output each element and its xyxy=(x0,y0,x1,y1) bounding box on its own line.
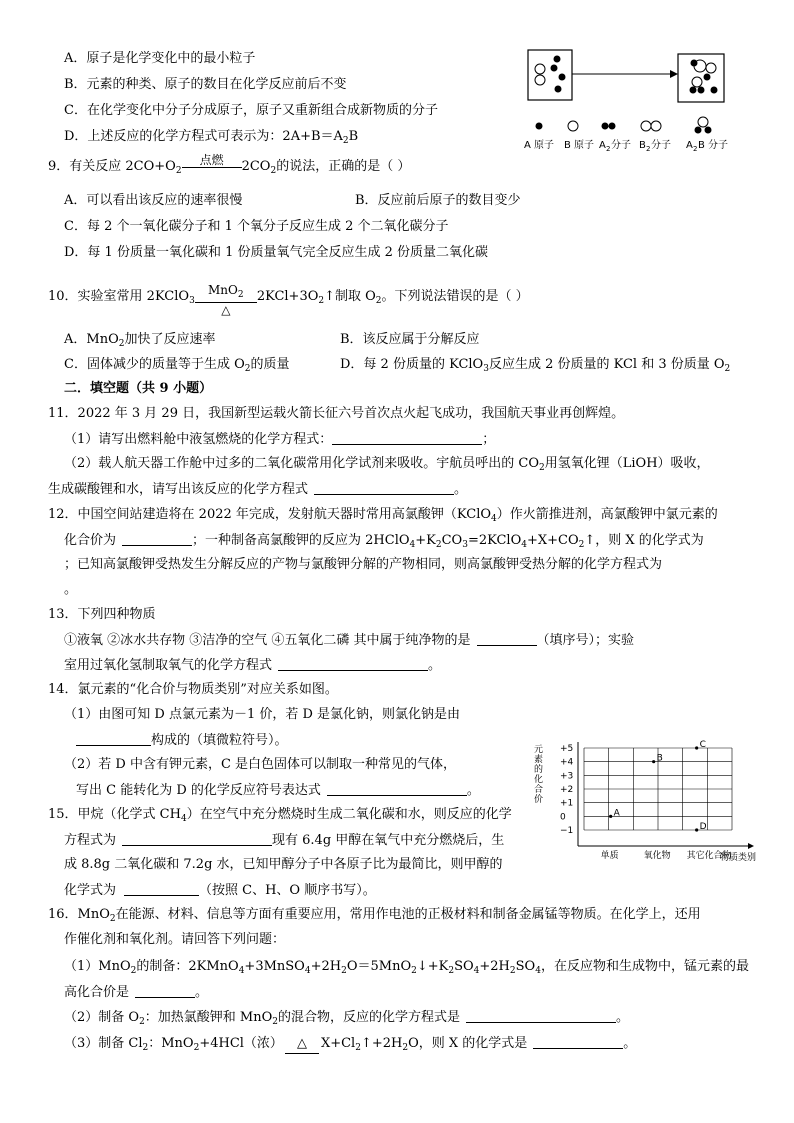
q9-stem-b: 2CO xyxy=(241,159,271,174)
q15-l4b: （按照 C、H、O 顺序书写）。 xyxy=(199,883,376,898)
q10-c-text2: 的质量 xyxy=(250,357,290,372)
q12-l2b: ；一种制备高氯酸钾的反应为 2HClO xyxy=(192,533,410,548)
q10-sub-o2b: 2 xyxy=(375,296,382,306)
q10-d-text: D．每 2 份质量的 KClO xyxy=(340,357,484,372)
q9-stem xyxy=(48,154,410,178)
q11-p2-sub: 2 xyxy=(539,463,545,473)
q16-p3b: ：MnO xyxy=(148,1036,194,1051)
q12-s1: 4 xyxy=(409,540,416,550)
q16-sub: 2 xyxy=(109,914,116,924)
chart-category-label: 单质 xyxy=(600,851,619,861)
q14-p2-end: 。 xyxy=(466,783,480,798)
q14-part1-cont xyxy=(76,731,288,750)
q16-p2-s1: 2 xyxy=(139,1017,145,1027)
q12-l2c: +K xyxy=(415,533,436,548)
q10-c-sub: 2 xyxy=(244,364,251,374)
chart-point xyxy=(695,746,698,749)
q16-p3f: O，则 X 的化学式是 xyxy=(408,1036,528,1051)
q16-p1d: +2H xyxy=(310,959,342,974)
q16-part2 xyxy=(64,1008,629,1031)
q15-l1b: ）在空气中充分燃烧时生成二氧化碳和水，则反应的化学 xyxy=(186,807,512,822)
q11-p1-blank[interactable] xyxy=(332,430,482,445)
chart-tick-label: +4 xyxy=(560,757,574,768)
q10-a-text2: 加快了反应速率 xyxy=(124,332,216,347)
chart-ylabel-char: 元 xyxy=(534,745,544,755)
q11-p2-end: 。 xyxy=(454,482,468,497)
q16-p2c: 的混合物，反应的化学方程式是 xyxy=(278,1010,461,1025)
q16-p3a: （3）制备 Cl xyxy=(64,1036,143,1051)
q16-p1-s2: 4 xyxy=(304,966,311,976)
q10-cond-mno: MnO xyxy=(208,283,238,297)
q12-l1b: ）作火箭推进剂，高氯酸钾中氯元素的 xyxy=(496,507,718,522)
chart-point xyxy=(609,815,612,818)
q15-l2a: 方程式为 xyxy=(64,833,117,848)
q10-d-sub: 3 xyxy=(483,364,489,374)
chart-tick-label: +3 xyxy=(560,771,574,782)
q16-p2b: ：加热氯酸钾和 MnO xyxy=(144,1010,273,1025)
legend-a2b-a: A xyxy=(686,140,693,151)
chart-tick-label: +1 xyxy=(560,798,574,809)
chart-tick-label: −1 xyxy=(560,826,574,836)
q13-line2 xyxy=(64,631,634,650)
legend-b2-mol: 分子 xyxy=(651,140,671,151)
q16-p1-s7: 2 xyxy=(509,966,516,976)
q14-expression-blank[interactable] xyxy=(327,781,467,796)
q13-l3a: 室用过氧化氢制取氧气的化学方程式 xyxy=(64,658,273,673)
chart-ylabel-char: 的 xyxy=(534,765,544,775)
q16-p3c: +4HCl（浓） xyxy=(199,1036,283,1051)
q8-option-c: C．在化学变化中分子分成原子，原子又重新组合成新物质的分子 xyxy=(64,103,438,118)
q11-p2b: 用氢氧化锂（LiOH）吸收， xyxy=(544,456,710,471)
q15-line3: 成 8.8g 二氧化碳和 7.2g 水，已知甲醇分子中各原子比为最简比，则甲醇的 xyxy=(64,857,503,872)
q12-line1 xyxy=(48,506,718,528)
q16-p2a: （2）制备 O xyxy=(64,1010,140,1025)
q15-line1 xyxy=(48,806,512,828)
q9-option-d: D．每 1 份质量一氧化碳和 1 份质量氧气完全反应生成 2 份质量二氧化碳 xyxy=(64,245,489,260)
q16-p1-s0: 2 xyxy=(130,966,137,976)
q10-c-text: C．固体减少的质量等于生成 O xyxy=(64,357,245,372)
q11-p2a: （2）载人航天器工作舱中过多的二氧化碳常用化学试剂来吸收。宇航员呼出的 CO xyxy=(64,456,540,471)
q9-condition xyxy=(182,154,242,173)
q16-p1h: +2H xyxy=(479,959,510,974)
q16-p2-s2: 2 xyxy=(272,1017,279,1027)
q11-part1 xyxy=(64,430,495,449)
q9-sub-co2: 2 xyxy=(270,166,277,176)
q9-stem-c: 的说法，正确的是（ ） xyxy=(276,159,411,174)
q12-l1: 12．中国空间站建造将在 2022 年完成，发射航天器时常用高氯酸钾（KClO xyxy=(48,507,492,522)
q9-option-c: C．每 2 个一氧化碳分子和 1 个氧分子反应生成 2 个二氧化碳分子 xyxy=(64,219,449,234)
q16-p3e: ↑+2H xyxy=(360,1036,403,1051)
q16-p3-end: 。 xyxy=(623,1036,637,1051)
q16-line2: 作催化剂和氧化剂。请回答下列问题： xyxy=(64,932,286,947)
q10-sub-o2: 2 xyxy=(318,296,325,306)
q13-equation-blank[interactable] xyxy=(278,656,428,671)
chart-tick-label: +5 xyxy=(560,744,574,754)
chart-ylabel xyxy=(534,744,543,805)
q15-l1a: 15．甲烷（化学式 CH xyxy=(48,807,181,822)
q12-line3: ；已知高氯酸钾受热发生分解反应的产物与氯酸钾分解的产物相同，则高氯酸钾受热分解的化学方程式为 xyxy=(64,557,663,572)
q16-p2-end: 。 xyxy=(616,1010,630,1025)
q12-valence-blank[interactable] xyxy=(122,531,192,546)
q16-p3-s4: 2 xyxy=(402,1043,409,1053)
q16-x-formula-blank[interactable] xyxy=(533,1034,623,1049)
q16-p1j: ，在反应物和生成物中，锰元素的最 xyxy=(540,959,749,974)
q15-line2 xyxy=(64,831,504,850)
legend-a2-sub: 2 xyxy=(606,145,611,153)
q11-p2c: 生成碳酸锂和水，请写出该反应的化学方程式 xyxy=(48,482,309,497)
q8-option-d xyxy=(64,128,358,150)
q14-part2: （2）若 D 中含有钾元素，C 是白色固体可以制取一种常见的气体， xyxy=(64,757,457,772)
q15-sub4: 4 xyxy=(180,814,187,824)
q11-p2-blank[interactable] xyxy=(314,480,454,495)
q10-a-text: A．MnO xyxy=(64,332,119,347)
chart-ylabel-char: 素 xyxy=(534,755,544,765)
valence-chart xyxy=(532,738,764,864)
legend-a2-a: A xyxy=(599,140,606,151)
q8-option-b: B．元素的种类、原子的数目在化学反应前后不变 xyxy=(64,77,347,92)
q12-s2: 2 xyxy=(435,540,442,550)
chart-point-label: D xyxy=(699,822,707,832)
section-title: 二．填空题（共 9 小题） xyxy=(64,381,213,396)
q16-p1-end: 。 xyxy=(195,985,209,1000)
q9-option-b: B．反应前后原子的数目变少 xyxy=(355,193,521,208)
q10-cond-heat: △ xyxy=(221,303,231,317)
chart-point xyxy=(695,828,698,831)
q10-d-text2: 反应生成 2 份质量的 KCl 和 3 份质量 O xyxy=(488,357,725,372)
chart-point-label: A xyxy=(613,808,620,819)
legend-b2-b: B xyxy=(639,140,646,151)
chart-x-arrow xyxy=(748,843,754,849)
q16-l1a: 16．MnO xyxy=(48,907,110,922)
q15-equation-blank[interactable] xyxy=(122,831,272,846)
legend-a2-mol: 分子 xyxy=(611,140,631,151)
q16-p1g: SO xyxy=(454,959,474,974)
chart-point-label: B xyxy=(656,753,663,764)
q16-p1a: （1）MnO xyxy=(64,959,131,974)
q10-stem-d: 。下列说法错误的是（ ） xyxy=(381,289,529,304)
q12-l2f: +X+CO xyxy=(526,533,579,548)
q8-d-text: D．上述反应的化学方程式可表示为：2A+B＝A xyxy=(64,129,343,144)
q15-l2b: 现有 6.4g 甲醇在氧气中充分燃烧后，生 xyxy=(272,833,505,848)
chart-ylabel-char: 价 xyxy=(534,795,544,805)
q16-p1-s3: 2 xyxy=(341,966,347,976)
q12-line4: 。 xyxy=(64,582,78,597)
q11-part2-cont xyxy=(48,480,467,499)
q14-part1: （1）由图可知 D 点氯元素为－1 价，若 D 是氯化钠，则氯化钠是由 xyxy=(64,707,461,722)
q10-option-d xyxy=(340,356,730,378)
q12-s3: 3 xyxy=(462,540,468,550)
q10-stem-a: 10．实验室常用 2KClO xyxy=(48,289,190,304)
chart-category-label: 其它化合物 xyxy=(686,851,732,861)
q10-sub-kclo3: 3 xyxy=(189,296,195,306)
q13-line3 xyxy=(64,656,441,675)
q8-d-sub: 2 xyxy=(342,136,349,146)
q16-part1-cont xyxy=(64,983,208,1002)
q16-part1 xyxy=(64,958,749,980)
legend-a-atom: A 原子 xyxy=(524,140,555,151)
q16-p1c: +3MnSO xyxy=(244,959,305,974)
q8-reaction-figure xyxy=(520,44,760,154)
q10-option-c xyxy=(64,356,290,378)
q13-l2a: ①液氧 ②冰水共存物 ③洁净的空气 ④五氧化二磷 其中属于纯净物的是 xyxy=(64,633,471,648)
q9-stem-a: 9．有关反应 2CO+O xyxy=(48,159,176,174)
q13-pure-blank[interactable] xyxy=(477,631,537,646)
q16-p1-s4: 2 xyxy=(411,966,417,976)
q12-l2e: =2KClO xyxy=(467,533,522,548)
q14-part2-cont xyxy=(76,781,480,800)
q16-p3d: X+Cl xyxy=(320,1036,356,1051)
q15-formula-blank[interactable] xyxy=(124,881,199,896)
q14-p1b: 构成的（填微粒符号）。 xyxy=(151,733,288,748)
q10-cond-top xyxy=(195,284,257,302)
q12-line2 xyxy=(64,531,704,554)
q11-part2 xyxy=(64,455,710,477)
q16-line1 xyxy=(48,906,701,928)
q10-stem-c: ↑制取 O xyxy=(324,289,376,304)
q13-stem: 13．下列四种物质 xyxy=(48,607,156,622)
chart-xlabel: 物质类别 xyxy=(720,853,757,863)
q10-cond-sub: 2 xyxy=(237,290,244,300)
q16-p1-s1: 4 xyxy=(238,966,245,976)
q15-line4 xyxy=(64,881,376,900)
q10-a-sub: 2 xyxy=(118,339,125,349)
chart-point xyxy=(652,760,655,763)
legend-a2b-mol: B 分子 xyxy=(698,140,729,151)
q14-stem: 14．氯元素的“化合价与物质类别”对应关系如图。 xyxy=(48,682,338,697)
q16-p1k: 高化合价是 xyxy=(64,985,130,1000)
chart-point-label: C xyxy=(699,740,706,750)
q9-sub-o2: 2 xyxy=(175,166,182,176)
q12-l2d: CO xyxy=(441,533,463,548)
q13-l3b: 。 xyxy=(428,658,442,673)
q16-p1i: SO xyxy=(515,959,536,974)
q12-s5: 2 xyxy=(578,540,585,550)
q14-p2b: 写出 C 能转化为 D 的化学反应符号表达式 xyxy=(76,783,321,798)
q16-p3-s3: 2 xyxy=(355,1043,361,1053)
q10-stem-b: 2KCl+3O xyxy=(256,289,319,304)
legend-b-atom: B 原子 xyxy=(564,140,595,151)
q16-p1f: ↓+K xyxy=(416,959,449,974)
chart-tick-label: +2 xyxy=(560,785,574,795)
q16-p1-s6: 4 xyxy=(473,966,480,976)
q11-p1-end: ； xyxy=(482,432,496,447)
q9-option-a: A．可以看出该反应的速率很慢 xyxy=(64,193,243,208)
legend-a2b-sub: 2 xyxy=(693,145,698,153)
q16-p3-s2: 2 xyxy=(193,1043,200,1053)
chart-category-label: 氧化物 xyxy=(643,851,671,861)
q10-stem xyxy=(48,284,529,318)
q16-o2-equation-blank[interactable] xyxy=(466,1008,616,1023)
chart-ylabel-char: 合 xyxy=(534,785,544,795)
q16-p1-s8: 4 xyxy=(535,966,541,976)
q14-particle-blank[interactable] xyxy=(76,731,151,746)
q8-option-a: A．原子是化学变化中的最小粒子 xyxy=(64,51,256,66)
q16-l1b: 在能源、材料、信息等方面有重要应用，常用作电池的正极材料和制备金属锰等物质。在化学上，还用 xyxy=(115,907,701,922)
legend-b2-sub: 2 xyxy=(646,145,651,153)
q12-l2a: 化合价为 xyxy=(64,533,117,548)
q10-condition xyxy=(195,283,257,317)
q12-l2g: ↑，则 X 的化学式为 xyxy=(584,533,704,548)
q16-p1-s5: 2 xyxy=(448,966,455,976)
chart-ylabel-char: 化 xyxy=(534,775,544,785)
q16-part3 xyxy=(64,1034,636,1057)
q15-l4a: 化学式为 xyxy=(64,883,117,898)
q12-s4: 4 xyxy=(521,540,527,550)
q11-stem: 11．2022 年 3 月 29 日，我国新型运载火箭长征六号首次点火起飞成功，我国航天事业再创辉煌。 xyxy=(48,406,625,421)
chart-tick-label: 0 xyxy=(560,812,566,823)
q10-option-a xyxy=(64,331,215,353)
q16-p1e: O＝5MnO xyxy=(346,959,412,974)
q11-p1-text: （1）请写出燃料舱中液氢燃烧的化学方程式： xyxy=(64,432,333,447)
q16-p3-s1: 2 xyxy=(142,1043,149,1053)
q13-l2b: （填序号）；实验 xyxy=(536,633,635,648)
q12-sub4: 4 xyxy=(491,514,497,524)
q9-cond-text: 点燃 xyxy=(199,153,224,167)
q10-option-b: B．该反应属于分解反应 xyxy=(340,332,480,347)
q16-p1b: 的制备：2KMnO xyxy=(136,959,239,974)
q10-d-sub2: 2 xyxy=(724,364,731,374)
q16-p3-condition: △ xyxy=(285,1035,319,1054)
q8-d-text2: B xyxy=(348,129,359,144)
q16-valence-blank[interactable] xyxy=(135,983,195,998)
